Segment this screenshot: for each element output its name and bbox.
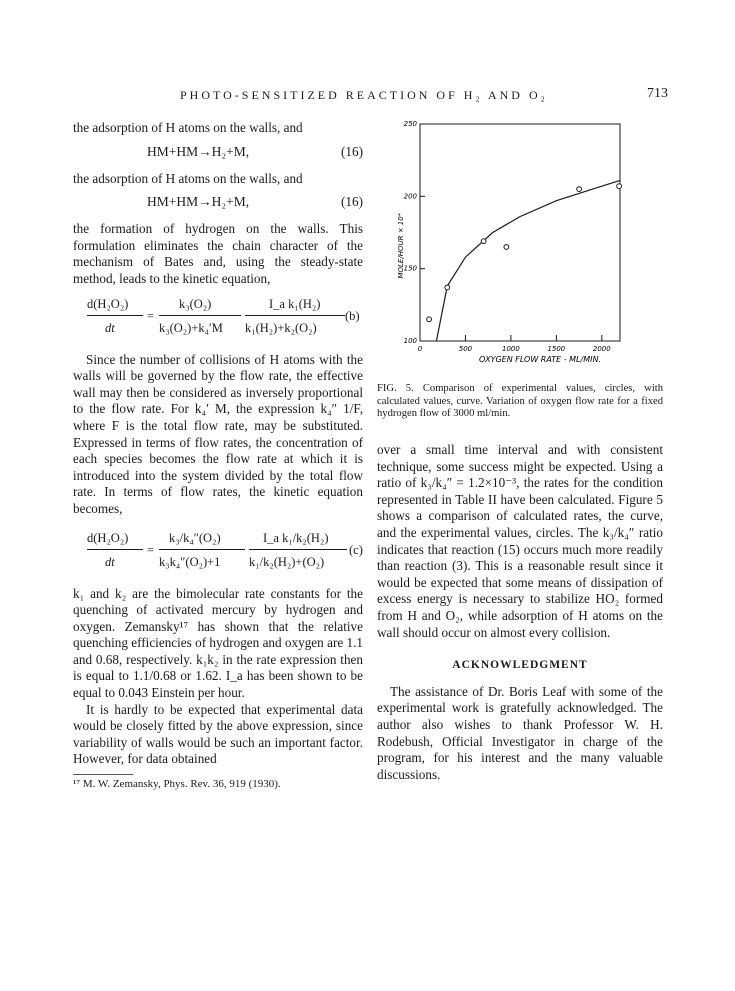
plot-frame: [420, 124, 620, 341]
x-tick-label: 0: [417, 345, 423, 353]
equation-number: (16): [341, 194, 363, 210]
paragraph: the adsorption of H atoms on the walls, and: [73, 120, 303, 135]
fraction-bar: [249, 549, 347, 550]
eq-lhs-den: dt: [105, 554, 115, 569]
x-tick-label: 1000: [501, 345, 520, 353]
equation-16b: [73, 191, 363, 215]
x-tick-label: 2000: [592, 345, 611, 353]
experimental-point: [427, 317, 432, 322]
eq-mid-den: k₃k₄″(O₂)+1: [159, 554, 221, 569]
equation-expr: HM+HM→H₂+M,: [147, 143, 250, 159]
y-tick-label: 250: [403, 120, 417, 128]
paragraph: It is hardly to be expected that experimental data would be closely fitted by the above expression, since variability of walls would be such an important factor. However, for data obtained: [73, 701, 363, 767]
paragraph: the adsorption of H atoms on the walls, and: [73, 170, 303, 186]
chart-curve: [436, 180, 620, 341]
chart-points: [427, 184, 622, 322]
x-tick-label: 500: [458, 345, 473, 353]
calculated-curve: [436, 180, 620, 341]
footnote-rule: [73, 774, 133, 775]
paragraph: The assistance of Dr. Boris Leaf with some of the experimental work is gratefully acknowledged. The author also wishes to thank Professor W. H. Rodebush, Official Investigator in charge of the program, for his interest and the many valuable discussions.: [377, 683, 663, 782]
right-column: [377, 442, 663, 783]
paragraph: Since the number of collisions of H atoms with the walls will be governed by the flow rate, the effective wall may then be considered as inversely proportional to the flow rate. For k₄′ M, the expression k₄″ 1/F, where F is the total flow rate, may be substituted. Expressed in terms of flow rates, the concentration of each species becomes the flow rate at which it is introduced into the system divided by the total flow rate. In terms of flow rates, the kinetic equation becomes,: [73, 351, 363, 516]
equation-16a: [73, 141, 363, 165]
fraction-bar: [159, 549, 245, 550]
eq-label: (c): [349, 542, 363, 557]
eq-mid-den: k₃(O₂)+k₄′M: [159, 320, 223, 335]
experimental-point: [445, 285, 450, 290]
experimental-point: [504, 245, 509, 250]
eq-lhs-num: d(H₂O₂): [87, 530, 129, 545]
fraction-bar: [159, 315, 241, 316]
eq-rhs-num: I_a k₁/k₂(H₂): [263, 530, 329, 545]
fraction-bar: [87, 315, 143, 316]
eq-rhs-den: k₁(H₂)+k₂(O₂): [245, 320, 317, 335]
fraction-bar: [87, 549, 143, 550]
equation-number: (16): [341, 143, 363, 159]
paragraph: over a small time interval and with consistent technique, some success might be expected. Using a ratio of k₃/k₄″ = 1.2×10⁻³, the rates for the condition represented in Table II have been calculated. Figure 5 shows a comparison of calculated rates, the curve, and the experimental values, circles. The k₃/k₄″ ratio indicates that reaction (15) occurs much more readily than reaction (3). This is a reasonable result since it would be expected that some means of dissipation of excess energy is necessary to stabilize HO₂ formed from H and O₂, while adsorption of H atoms on the wall should occur on almost every collision.: [377, 442, 663, 640]
y-tick-label: 200: [403, 192, 417, 201]
paragraph: k₁ and k₂ are the bimolecular rate constants for the quenching of activated mercury by hydrogen and oxygen. Zemansky¹⁷ has shown that the relative quenching efficiencies of hydrogen and oxygen are 1.1 and 0.68, respectively. k₁k₂ in the rate expression then is equal to 1.1/0.68 or 1.62. I_a has been shown to be equal to 0.043 Einstein per hour.: [73, 585, 363, 701]
y-tick-label: 150: [403, 264, 417, 273]
y-axis-label: MOLE/HOUR × 10⁴: [397, 213, 405, 279]
footnote: ¹⁷ M. W. Zemansky, Phys. Rev. 36, 919 (1930).: [73, 778, 281, 791]
eq-rhs-num: I_a k₁(H₂): [269, 296, 321, 311]
section-heading: ACKNOWLEDGMENT: [452, 659, 588, 672]
equation-c: d(H₂O₂) dt = k₃/k₄″(O₂) k₃k₄″(O₂)+1 I_a k₁/k₂(H₂) k₁/k₂(H₂)+(O₂) (c): [87, 530, 363, 569]
eq-mid-num: k₃/k₄″(O₂): [169, 530, 221, 545]
figure-5-chart: [380, 116, 680, 376]
experimental-point: [617, 184, 622, 189]
experimental-point: [481, 239, 486, 244]
eq-lhs-num: d(H₂O₂): [87, 296, 129, 311]
x-tick-label: 1500: [547, 345, 566, 353]
fraction-bar: [245, 315, 345, 316]
x-axis-label: OXYGEN FLOW RATE - ML/MIN.: [479, 355, 601, 364]
equation-b: d(H₂O₂) dt = k₃(O₂) k₃(O₂)+k₄′M I_a k₁(H₂) k₁(H₂)+k₂(O₂) (b): [87, 296, 360, 335]
eq-label: (b): [345, 308, 360, 323]
running-header: PHOTO-SENSITIZED REACTION OF H₂ AND O₂: [180, 88, 548, 102]
equation-expr: HM+HM→H₂+M,: [147, 194, 250, 210]
figure-caption: FIG. 5. Comparison of experimental values, circles, with calculated values, curve. Variation of oxygen flow rate for a fixed hydrogen flow of 3000 ml/min.: [377, 383, 663, 419]
experimental-point: [577, 187, 582, 192]
left-column: [73, 120, 363, 791]
chart-ticks: [404, 120, 612, 353]
page-number: 713: [647, 86, 668, 101]
paragraph: the formation of hydrogen on the walls. This formulation eliminates the chain character of the mechanism of Bates and, using the steady-state method, leads to the kinetic equation,: [73, 221, 363, 286]
eq-rhs-den: k₁/k₂(H₂)+(O₂): [249, 554, 325, 569]
eq-mid-num: k₃(O₂): [179, 296, 212, 311]
eq-lhs-den: dt: [105, 320, 115, 335]
y-tick-label: 100: [403, 337, 417, 345]
chart-axes: [420, 124, 620, 341]
